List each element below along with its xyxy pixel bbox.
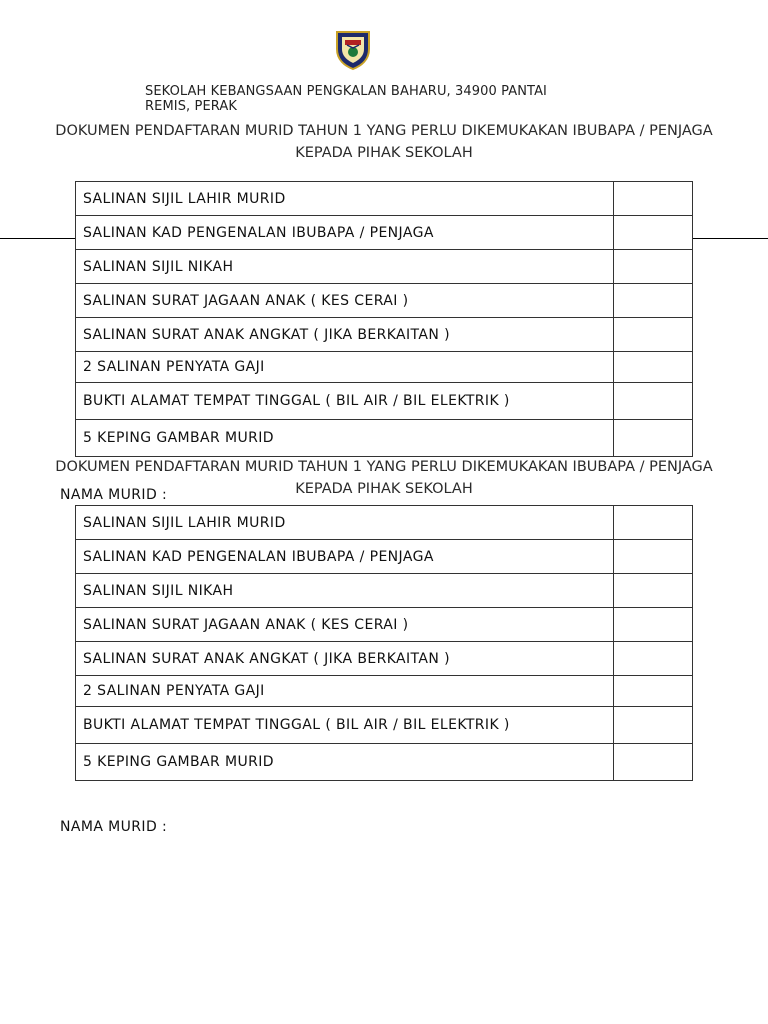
checklist-row [76, 574, 693, 608]
checkbox-cell[interactable] [614, 574, 693, 608]
document-label: SALINAN SIJIL NIKAH [76, 250, 614, 284]
document-label: SALINAN SIJIL NIKAH [76, 574, 614, 608]
checklist-row [76, 420, 693, 457]
checkbox-cell[interactable] [614, 318, 693, 352]
document-label: SALINAN SIJIL LAHIR MURID [76, 182, 614, 216]
horizontal-rule-left [0, 238, 76, 239]
checklist-row [76, 642, 693, 676]
document-label: BUKTI ALAMAT TEMPAT TINGGAL ( BIL AIR / BIL ELEKTRIK ) [76, 707, 614, 744]
document-label: SALINAN SIJIL LAHIR MURID [76, 506, 614, 540]
checklist-row [76, 608, 693, 642]
document-label: SALINAN KAD PENGENALAN IBUBAPA / PENJAGA [76, 540, 614, 574]
nama-murid-label: NAMA MURID : [60, 819, 168, 835]
checklist-row [76, 182, 693, 216]
section-1-heading: DOKUMEN PENDAFTARAN MURID TAHUN 1 YANG PERLU DIKEMUKAKAN IBUBAPA / PENJAGA KEPADA PIHAK SEKOLAH [55, 123, 713, 161]
document-label: SALINAN SURAT JAGAAN ANAK ( KES CERAI ) [76, 608, 614, 642]
checklist-row [76, 744, 693, 781]
checklist-row [76, 383, 693, 420]
checklist-row [76, 284, 693, 318]
checkbox-cell[interactable] [614, 352, 693, 383]
checklist-row [76, 216, 693, 250]
checkbox-cell[interactable] [614, 383, 693, 420]
document-label: SALINAN SURAT JAGAAN ANAK ( KES CERAI ) [76, 284, 614, 318]
checkbox-cell[interactable] [614, 506, 693, 540]
school-crest-icon [333, 29, 373, 71]
document-label: 5 KEPING GAMBAR MURID [76, 420, 614, 457]
document-label: 2 SALINAN PENYATA GAJI [76, 676, 614, 707]
checkbox-cell[interactable] [614, 182, 693, 216]
checkbox-cell[interactable] [614, 642, 693, 676]
document-label: SALINAN KAD PENGENALAN IBUBAPA / PENJAGA [76, 216, 614, 250]
checkbox-cell[interactable] [614, 676, 693, 707]
checklist-row [76, 707, 693, 744]
checkbox-cell[interactable] [614, 420, 693, 457]
checkbox-cell[interactable] [614, 608, 693, 642]
document-label: SALINAN SURAT ANAK ANGKAT ( JIKA BERKAITAN ) [76, 642, 614, 676]
checklist-row [76, 676, 693, 707]
document-label: 2 SALINAN PENYATA GAJI [76, 352, 614, 383]
school-name: SEKOLAH KEBANGSAAN PENGKALAN BAHARU, 34900 PANTAI REMIS, PERAK [145, 84, 547, 114]
checklist-row [76, 318, 693, 352]
document-checklist-2 [75, 505, 693, 781]
checklist-row [76, 506, 693, 540]
checkbox-cell[interactable] [614, 216, 693, 250]
document-label: 5 KEPING GAMBAR MURID [76, 744, 614, 781]
document-label: SALINAN SURAT ANAK ANGKAT ( JIKA BERKAITAN ) [76, 318, 614, 352]
checklist-row [76, 250, 693, 284]
nama-murid-label: NAMA MURID : [60, 487, 168, 503]
checkbox-cell[interactable] [614, 707, 693, 744]
horizontal-rule-right [692, 238, 768, 239]
section-2-heading: DOKUMEN PENDAFTARAN MURID TAHUN 1 YANG PERLU DIKEMUKAKAN IBUBAPA / PENJAGA KEPADA PIHAK SEKOLAH [55, 459, 713, 497]
document-checklist-1 [75, 181, 693, 457]
checkbox-cell[interactable] [614, 250, 693, 284]
checkbox-cell[interactable] [614, 284, 693, 318]
checklist-row [76, 540, 693, 574]
checkbox-cell[interactable] [614, 540, 693, 574]
document-label: BUKTI ALAMAT TEMPAT TINGGAL ( BIL AIR / BIL ELEKTRIK ) [76, 383, 614, 420]
checkbox-cell[interactable] [614, 744, 693, 781]
checklist-row [76, 352, 693, 383]
